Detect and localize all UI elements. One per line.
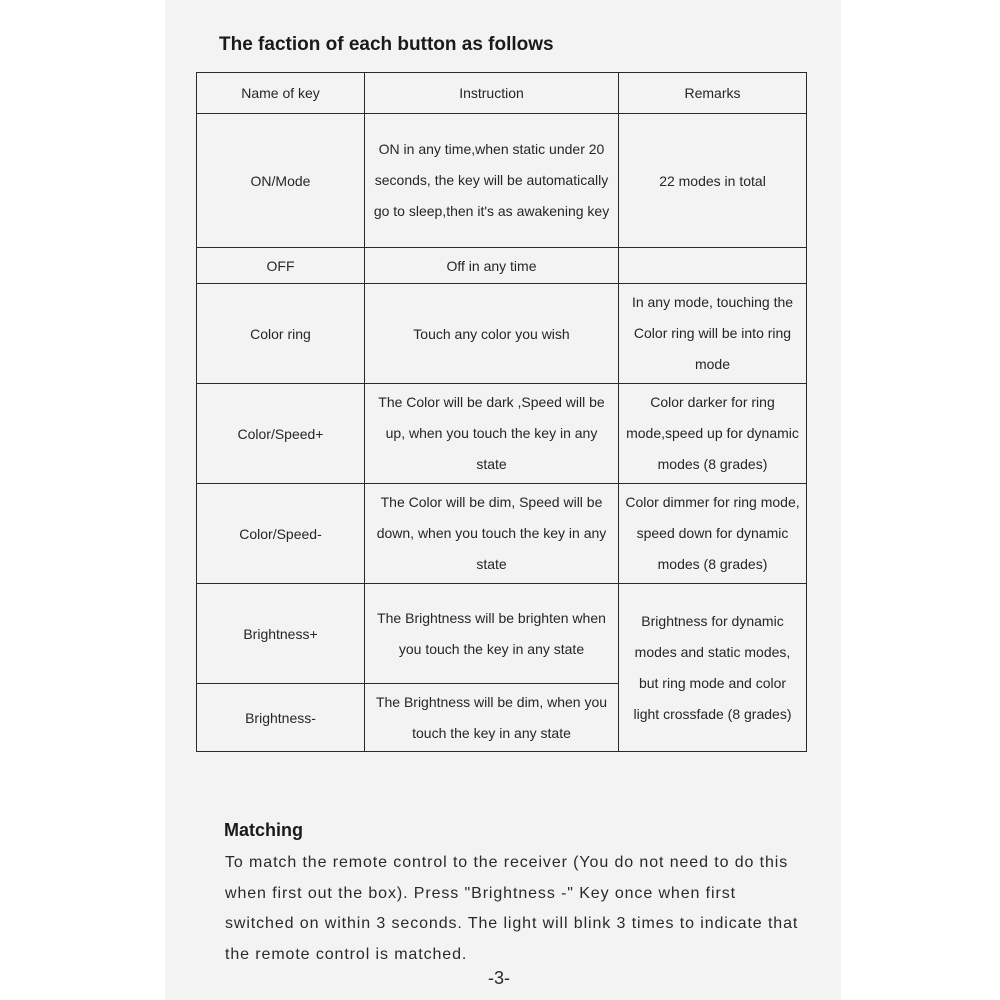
remarks-cell-merged: Brightness for dynamic modes and static modes, but ring mode and color light crossfade (8 grades) xyxy=(619,584,807,752)
table-row xyxy=(197,114,807,248)
key-name-cell: Color ring xyxy=(197,284,365,384)
instruction-cell: The Brightness will be dim, when you touch the key in any state xyxy=(365,684,619,752)
header-instruction: Instruction xyxy=(365,73,619,114)
page-number: -3- xyxy=(488,968,510,988)
matching-paragraph: To match the remote control to the receiver (You do not need to do this when first out the box). Press "Brightness -" Key once when first switched on within 3 seconds. The light will blink 3 times to indicate that the remote control is matched. xyxy=(225,854,799,963)
table-row xyxy=(197,484,807,584)
key-name-cell: Brightness+ xyxy=(197,584,365,684)
remarks-cell: Color dimmer for ring mode, speed down for dynamic modes (8 grades) xyxy=(619,484,807,584)
instruction-cell: The Color will be dim, Speed will be down, when you touch the key in any state xyxy=(365,484,619,584)
header-remarks: Remarks xyxy=(619,73,807,114)
remarks-cell: 22 modes in total xyxy=(619,114,807,248)
key-name-cell: ON/Mode xyxy=(197,114,365,248)
instruction-cell: The Brightness will be brighten when you touch the key in any state xyxy=(365,584,619,684)
instruction-cell: The Color will be dark ,Speed will be up, when you touch the key in any state xyxy=(365,384,619,484)
button-function-table xyxy=(196,72,807,752)
header-name-of-key: Name of key xyxy=(197,73,365,114)
key-name-cell: Brightness- xyxy=(197,684,365,752)
instruction-cell: ON in any time,when static under 20 seconds, the key will be automatically go to sleep,then it's as awakening key xyxy=(365,114,619,248)
table-row xyxy=(197,248,807,284)
key-name-cell: Color/Speed+ xyxy=(197,384,365,484)
table-header-row xyxy=(197,73,807,114)
instruction-cell: Touch any color you wish xyxy=(365,284,619,384)
remarks-cell xyxy=(619,248,807,284)
matching-title: Matching xyxy=(224,820,303,840)
remarks-cell: In any mode, touching the Color ring will be into ring mode xyxy=(619,284,807,384)
page-heading: The faction of each button as follows xyxy=(219,34,554,55)
table-row xyxy=(197,584,807,684)
key-name-cell: Color/Speed- xyxy=(197,484,365,584)
instruction-cell: Off in any time xyxy=(365,248,619,284)
remarks-cell: Color darker for ring mode,speed up for dynamic modes (8 grades) xyxy=(619,384,807,484)
key-name-cell: OFF xyxy=(197,248,365,284)
table-row xyxy=(197,284,807,384)
table-row xyxy=(197,384,807,484)
